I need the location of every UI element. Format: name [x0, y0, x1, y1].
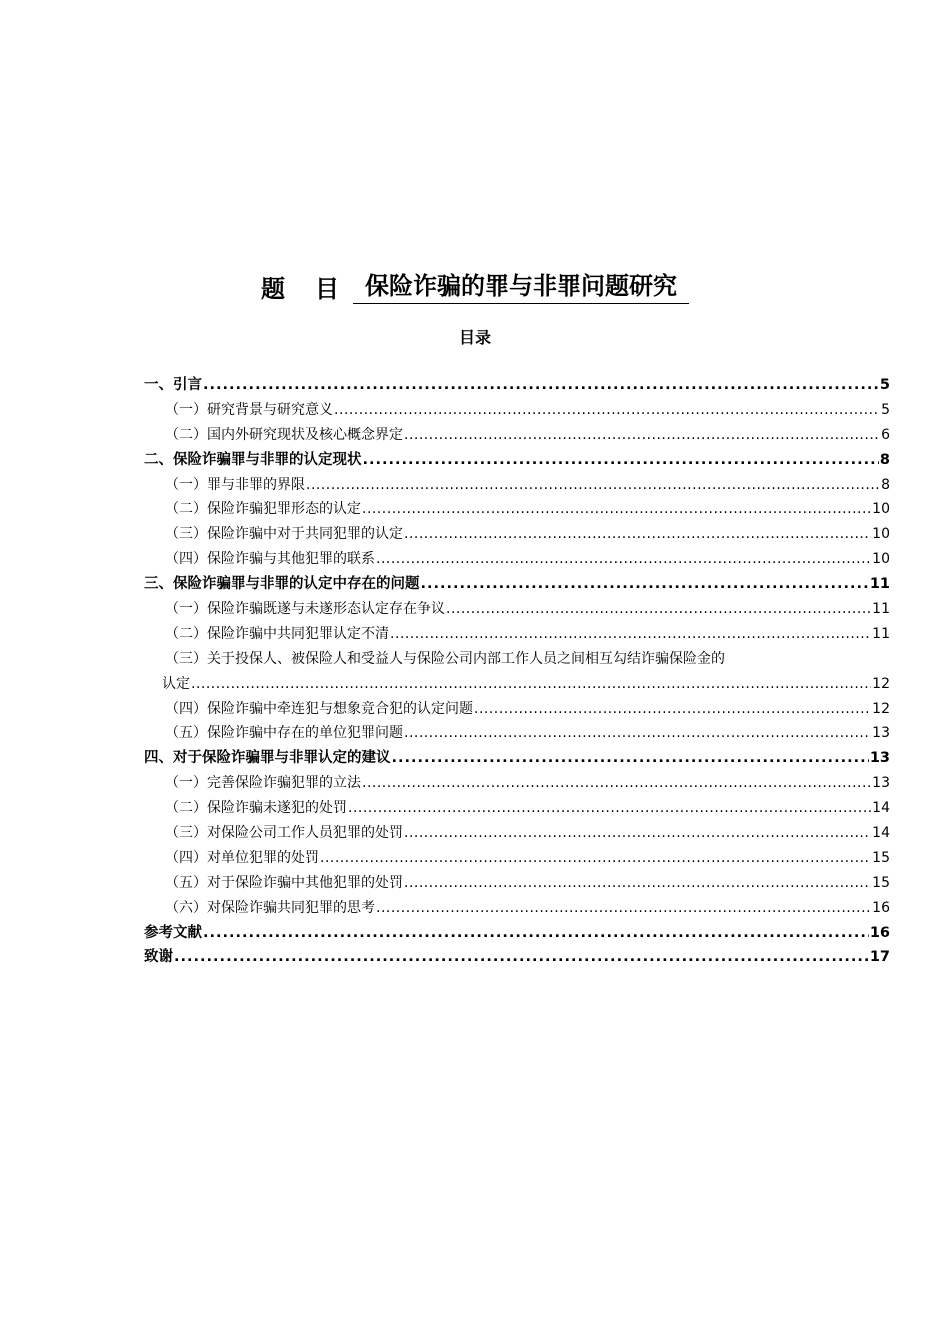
toc-entry-chapter[interactable]	[144, 746, 890, 771]
toc-entry-text: （五）保险诈骗中存在的单位犯罪问题	[165, 725, 403, 742]
toc-entry-section[interactable]	[144, 672, 890, 697]
toc-dot-leader	[174, 945, 869, 970]
toc-entry-text: （二）国内外研究现状及核心概念界定	[165, 426, 403, 443]
toc-entry-text: （三）对保险公司工作人员犯罪的处罚	[165, 825, 403, 842]
toc-dot-leader	[404, 522, 871, 547]
toc-entry-text: （三）关于投保人、被保险人和受益人与保险公司内部工作人员之间相互勾结诈骗保险金的	[165, 650, 725, 667]
toc-entry-section[interactable]	[144, 423, 890, 448]
toc-dot-leader	[203, 373, 879, 398]
toc-entry-section[interactable]	[144, 896, 890, 921]
toc-entry-text: （三）保险诈骗中对于共同犯罪的认定	[165, 526, 403, 543]
toc-entry-text: （四）对单位犯罪的处罚	[165, 849, 319, 866]
toc-entry-chapter[interactable]	[144, 945, 890, 970]
toc-dot-leader	[376, 547, 871, 572]
toc-entry-section[interactable]	[144, 771, 890, 796]
toc-entry-section[interactable]	[144, 796, 890, 821]
toc-entry-text: 三、保险诈骗罪与非罪的认定中存在的问题	[144, 576, 420, 593]
toc-page-number: 8	[879, 451, 890, 468]
toc-page-number: 11	[872, 601, 890, 618]
toc-dot-leader	[421, 572, 869, 597]
toc-entry-text: 认定	[162, 675, 190, 692]
toc-entry-text: （六）对保险诈骗共同犯罪的思考	[165, 899, 375, 916]
toc-page-number: 12	[872, 700, 890, 717]
toc-page-number: 5	[879, 377, 890, 393]
document-title	[0, 264, 950, 304]
toc-entry-section[interactable]	[144, 647, 890, 672]
toc-entry-section[interactable]	[144, 821, 890, 846]
toc-entry-text: （一）保险诈骗既遂与未遂形态认定存在争议	[165, 601, 445, 618]
toc-dot-leader	[203, 921, 869, 946]
toc-entry-chapter[interactable]	[144, 373, 890, 398]
toc-page-number: 15	[872, 849, 890, 866]
toc-entry-section[interactable]	[144, 547, 890, 572]
toc-dot-leader	[390, 622, 871, 647]
toc-entry-text: 参考文献	[144, 924, 202, 941]
toc-entry-chapter[interactable]	[144, 921, 890, 946]
toc-dot-leader	[320, 846, 871, 871]
title-label-char-1: 题	[261, 274, 285, 303]
toc-dot-leader	[404, 721, 871, 746]
toc-dot-leader	[404, 871, 871, 896]
toc-entry-chapter[interactable]	[144, 448, 890, 473]
title-value: 保险诈骗的罪与非罪问题研究	[353, 266, 689, 304]
toc-entry-text: 一、引言	[144, 377, 202, 393]
toc-page-number: 15	[872, 874, 890, 891]
toc-page-number: 10	[872, 501, 890, 518]
toc-dot-leader	[404, 423, 879, 448]
toc-entry-section[interactable]	[144, 622, 890, 647]
toc-dot-leader	[474, 697, 871, 722]
toc-page-number: 10	[872, 526, 890, 543]
toc-entry-section[interactable]	[144, 697, 890, 722]
toc-page-number: 5	[881, 401, 890, 418]
toc-entry-text: 二、保险诈骗罪与非罪的认定现状	[144, 451, 362, 468]
toc-page-number: 16	[869, 924, 890, 941]
toc-dot-leader	[363, 448, 879, 473]
toc-page-number: 17	[869, 949, 890, 966]
toc-entry-text: （二）保险诈骗犯罪形态的认定	[165, 501, 361, 518]
table-of-contents	[144, 373, 890, 970]
toc-entry-section[interactable]	[144, 473, 890, 498]
toc-dot-leader	[362, 771, 871, 796]
toc-dot-leader	[446, 597, 871, 622]
toc-page-number: 14	[872, 800, 890, 817]
toc-entry-text: （四）保险诈骗与其他犯罪的联系	[165, 551, 375, 568]
toc-page-number: 8	[881, 476, 890, 493]
toc-heading: 目录	[458, 328, 491, 347]
toc-page-number: 13	[872, 725, 890, 742]
toc-page-number: 13	[869, 750, 890, 767]
toc-page-number: 16	[872, 899, 890, 916]
toc-entry-text: （一）研究背景与研究意义	[165, 401, 333, 418]
toc-dot-leader	[362, 497, 871, 522]
toc-page-number: 13	[872, 775, 890, 792]
toc-page-number: 6	[881, 426, 890, 443]
toc-entry-text: （一）罪与非罪的界限	[165, 476, 305, 493]
title-label	[261, 269, 339, 304]
toc-page-number: 14	[872, 825, 890, 842]
toc-entry-text: （二）保险诈骗中共同犯罪认定不清	[165, 625, 389, 642]
toc-dot-leader	[348, 796, 871, 821]
toc-entry-text: （五）对于保险诈骗中其他犯罪的处罚	[165, 874, 403, 891]
toc-entry-section[interactable]	[144, 871, 890, 896]
toc-dot-leader	[306, 473, 879, 498]
toc-entry-section[interactable]	[144, 721, 890, 746]
toc-entry-text: 致谢	[144, 949, 173, 966]
title-label-char-2: 目	[315, 274, 339, 303]
toc-dot-leader	[191, 672, 871, 697]
toc-entry-chapter[interactable]	[144, 572, 890, 597]
toc-dot-leader	[376, 896, 871, 921]
toc-page-number: 12	[872, 675, 890, 692]
toc-entry-section[interactable]	[144, 497, 890, 522]
toc-dot-leader	[334, 398, 879, 423]
toc-entry-section[interactable]	[144, 398, 890, 423]
toc-page-number: 10	[872, 551, 890, 568]
toc-dot-leader	[392, 746, 869, 771]
toc-entry-text: （一）完善保险诈骗犯罪的立法	[165, 775, 361, 792]
toc-entry-text: （二）保险诈骗未遂犯的处罚	[165, 800, 347, 817]
toc-entry-text: 四、对于保险诈骗罪与非罪认定的建议	[144, 750, 391, 767]
toc-page-number: 11	[872, 625, 890, 642]
toc-entry-section[interactable]	[144, 846, 890, 871]
toc-entry-section[interactable]	[144, 597, 890, 622]
toc-entry-text: （四）保险诈骗中牵连犯与想象竞合犯的认定问题	[165, 700, 473, 717]
toc-entry-section[interactable]	[144, 522, 890, 547]
toc-page-number: 11	[869, 576, 890, 593]
toc-dot-leader	[404, 821, 871, 846]
